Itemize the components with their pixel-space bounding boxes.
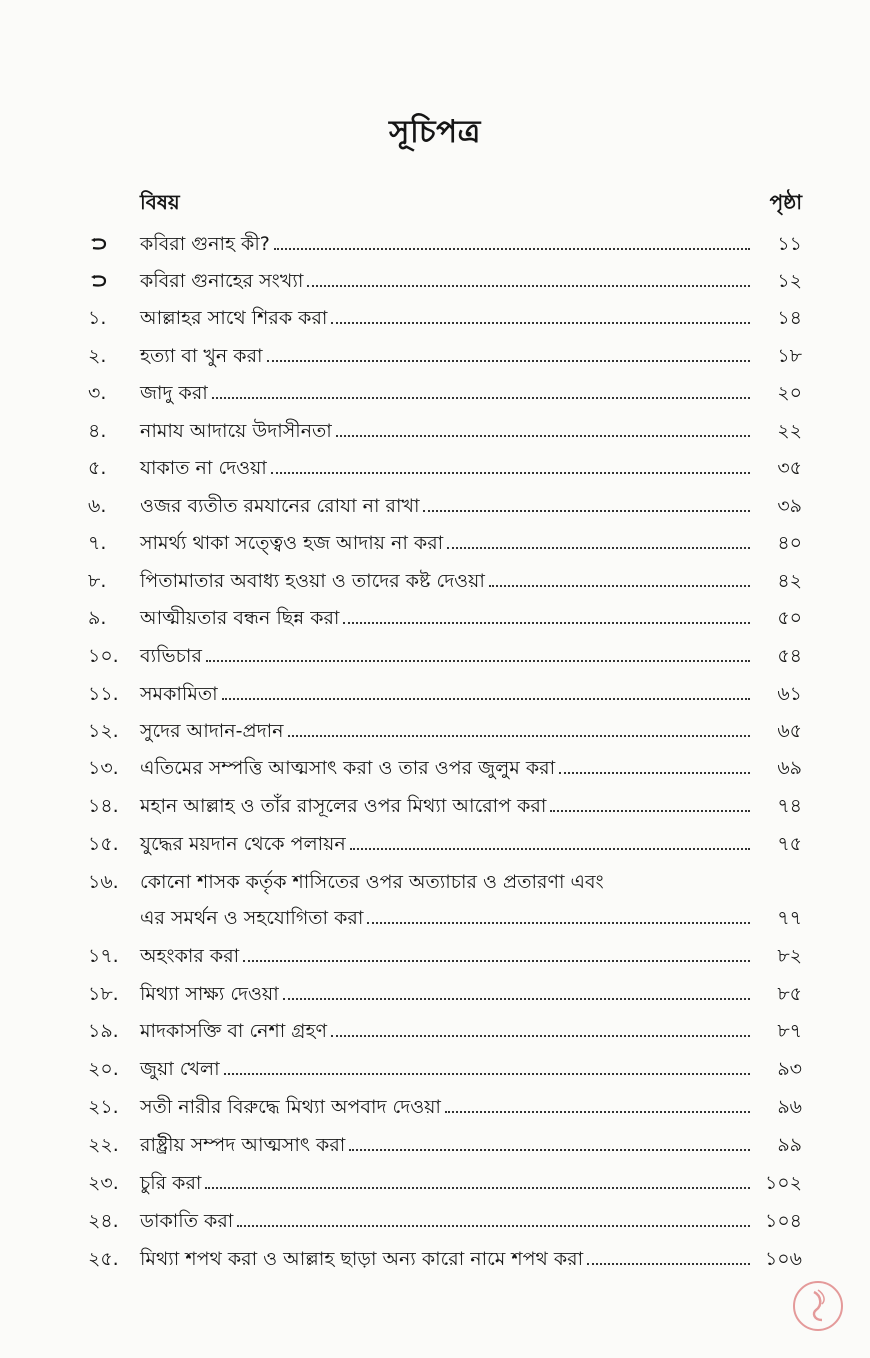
toc-entry-title: মিথ্যা সাক্ষ্য দেওয়া xyxy=(140,983,279,1005)
toc-entry-page: ১২ xyxy=(777,270,802,292)
toc-entry-page: ১১ xyxy=(777,233,802,255)
toc-entry[interactable] xyxy=(0,1243,870,1277)
toc-entry-line xyxy=(140,230,750,260)
leader-dots xyxy=(559,771,750,774)
toc-entry-line xyxy=(140,1131,750,1161)
toc-entry[interactable] xyxy=(0,866,870,900)
toc-entry-page: ১০৬ xyxy=(764,1248,802,1270)
toc-entry[interactable] xyxy=(0,978,870,1012)
column-header-topic: বিষয় xyxy=(140,190,180,214)
toc-entry-line xyxy=(140,680,750,710)
toc-entry-number: ৪. xyxy=(88,420,107,442)
toc-entry-line xyxy=(140,980,750,1010)
toc-entry-page: ৮৭ xyxy=(777,1020,802,1042)
toc-entry-line xyxy=(140,529,750,559)
toc-entry-page: ৪২ xyxy=(777,570,802,592)
toc-entry-line xyxy=(140,942,750,972)
toc-entry[interactable] xyxy=(0,752,870,786)
toc-entry-number: ১১. xyxy=(88,683,119,705)
toc-entry-number: ২৫. xyxy=(88,1248,119,1270)
toc-entry[interactable] xyxy=(0,340,870,374)
toc-entry[interactable] xyxy=(0,228,870,262)
toc-entry[interactable] xyxy=(0,452,870,486)
toc-entry-title: আত্মীয়তার বন্ধন ছিন্ন করা xyxy=(140,607,340,629)
toc-entry-title: সতী নারীর বিরুদ্ধে মিথ্যা অপবাদ দেওয়া xyxy=(140,1096,441,1118)
toc-entry[interactable] xyxy=(0,415,870,449)
toc-entry-number: ৫. xyxy=(88,457,107,479)
toc-entry-line xyxy=(140,754,750,784)
toc-entry-title: জুয়া খেলা xyxy=(140,1058,220,1080)
toc-entry-title: অহংকার করা xyxy=(140,945,240,967)
toc-entry[interactable] xyxy=(0,678,870,712)
toc-entry-line xyxy=(140,379,750,409)
toc-entry[interactable] xyxy=(0,1205,870,1239)
toc-entry[interactable] xyxy=(0,640,870,674)
leader-dots xyxy=(267,359,750,362)
leader-dots xyxy=(271,471,750,474)
toc-entry-line xyxy=(140,717,750,747)
toc-entry[interactable] xyxy=(0,1015,870,1049)
toc-entry-page: ১৮ xyxy=(777,345,802,367)
toc-entry-continuation[interactable] xyxy=(0,902,870,936)
toc-entry-title: সমকামিতা xyxy=(140,683,218,705)
toc-entry-line xyxy=(140,792,750,822)
toc-entry-title: মহান আল্লাহ ও তাঁর রাসূলের ওপর মিথ্যা আরোপ করা xyxy=(140,795,547,817)
leader-dots xyxy=(243,959,750,962)
toc-entry-page: ৪০ xyxy=(777,532,802,554)
toc-entry-number: ১৫. xyxy=(88,833,119,855)
toc-entry-page: ৮২ xyxy=(777,945,802,967)
toc-entry[interactable] xyxy=(0,1091,870,1125)
leader-dots xyxy=(349,1148,750,1151)
toc-entry-number: ২৪. xyxy=(88,1210,119,1232)
toc-entry-number: ১৩. xyxy=(88,757,119,779)
toc-entry-line xyxy=(140,304,750,334)
toc-entry-title: আল্লাহর সাথে শিরক করা xyxy=(140,307,328,329)
leader-dots xyxy=(343,621,750,624)
leader-dots xyxy=(350,847,750,850)
toc-entry-title: ব্যভিচার xyxy=(140,645,202,667)
toc-entry[interactable] xyxy=(0,1129,870,1163)
toc-entry-title: সামর্থ্য থাকা সত্ত্বেও হজ আদায় না করা xyxy=(140,532,444,554)
toc-entry-page: ৭৪ xyxy=(777,795,802,817)
leader-dots xyxy=(587,1262,750,1265)
leader-dots xyxy=(489,584,750,587)
toc-entry-title-continuation: এর সমর্থন ও সহযোগিতা করা xyxy=(140,907,364,929)
toc-entry-number: ১২. xyxy=(88,720,119,742)
toc-entry-page: ৬৯ xyxy=(777,757,802,779)
toc-entry-number: ৬. xyxy=(88,495,107,517)
toc-entry-title: পিতামাতার অবাধ্য হওয়া ও তাদের কষ্ট দেওয়া xyxy=(140,570,485,592)
curved-arrow-bullet-icon xyxy=(90,275,108,287)
leader-dots xyxy=(205,1186,750,1189)
publisher-stamp-icon xyxy=(792,1280,844,1332)
toc-entry-page: ৯৯ xyxy=(777,1134,802,1156)
leader-dots xyxy=(331,1034,750,1037)
toc-entry-line xyxy=(140,604,750,634)
toc-entry-line xyxy=(140,1207,750,1237)
toc-entry-line xyxy=(140,454,750,484)
toc-entry-page: ৬৫ xyxy=(777,720,802,742)
toc-entry-page: ৫৪ xyxy=(777,645,802,667)
toc-entry-page: ৯৬ xyxy=(777,1096,802,1118)
toc-entry[interactable] xyxy=(0,828,870,862)
leader-dots xyxy=(274,247,750,250)
leader-dots xyxy=(224,1072,750,1075)
toc-entry-line xyxy=(140,642,750,672)
toc-entry-number: ২১. xyxy=(88,1096,119,1118)
toc-entry-title: রাষ্ট্রীয় সম্পদ আত্মসাৎ করা xyxy=(140,1134,346,1156)
toc-entry-line xyxy=(140,567,750,597)
toc-entry[interactable] xyxy=(0,715,870,749)
toc-entry-title: কবিরা গুনাহের সংখ্যা xyxy=(140,270,304,292)
toc-entry[interactable] xyxy=(0,1053,870,1087)
toc-entry-page: ১৪ xyxy=(777,307,802,329)
toc-entry-number: ১৯. xyxy=(88,1020,119,1042)
toc-entry-line xyxy=(140,904,750,934)
toc-entry-page: ২২ xyxy=(777,420,802,442)
leader-dots xyxy=(222,697,750,700)
leader-dots xyxy=(550,809,750,812)
leader-dots xyxy=(206,659,750,662)
toc-entry-line xyxy=(140,1169,750,1199)
toc-entry[interactable] xyxy=(0,790,870,824)
toc-entry[interactable] xyxy=(0,527,870,561)
toc-entry-title: সুদের আদান-প্রদান xyxy=(140,720,284,742)
toc-entry-number: ১৪. xyxy=(88,795,119,817)
toc-entry[interactable] xyxy=(0,940,870,974)
toc-entry-line xyxy=(140,492,750,522)
toc-entry[interactable] xyxy=(0,1167,870,1201)
leader-dots xyxy=(283,997,750,1000)
toc-entry[interactable] xyxy=(0,490,870,524)
toc-entry-page: ৩৫ xyxy=(777,457,802,479)
toc-entry-number: ২০. xyxy=(88,1058,119,1080)
toc-entry-title: হত্যা বা খুন করা xyxy=(140,345,263,367)
toc-entry-number: ৮. xyxy=(88,570,107,592)
toc-entry-page: ৬১ xyxy=(777,683,802,705)
toc-entry-line xyxy=(140,417,750,447)
toc-entry-number: ১০. xyxy=(88,645,119,667)
toc-entry-title: কবিরা গুনাহ কী? xyxy=(140,233,270,255)
toc-entry[interactable] xyxy=(0,602,870,636)
toc-entry-page: ৯৩ xyxy=(777,1058,802,1080)
toc-entry[interactable] xyxy=(0,377,870,411)
toc-entry-line xyxy=(140,1245,750,1275)
toc-entry-number: ৭. xyxy=(88,532,107,554)
toc-entry-title: কোনো শাসক কর্তৃক শাসিতের ওপর অত্যাচার ও প্রতারণা এবং xyxy=(140,871,604,893)
leader-dots xyxy=(367,921,750,924)
leader-dots xyxy=(307,284,750,287)
curved-arrow-bullet-icon xyxy=(90,238,108,250)
leader-dots xyxy=(445,1110,750,1113)
toc-entry-number: ২. xyxy=(88,345,107,367)
toc-entry-number: ২২. xyxy=(88,1134,119,1156)
toc-entry-number: ৩. xyxy=(88,382,107,404)
toc-entry[interactable] xyxy=(0,265,870,299)
toc-entry[interactable] xyxy=(0,565,870,599)
leader-dots xyxy=(237,1224,750,1227)
toc-entry-line xyxy=(140,1093,750,1123)
leader-dots xyxy=(331,321,750,324)
toc-entry-line xyxy=(140,342,750,372)
toc-entry-number: ৯. xyxy=(88,607,107,629)
toc-entry-title: মিথ্যা শপথ করা ও আল্লাহ ছাড়া অন্য কারো নামে শপথ করা xyxy=(140,1248,584,1270)
toc-entry-line xyxy=(140,830,750,860)
toc-entry-page: ১০৪ xyxy=(764,1210,802,1232)
toc-entry-page: ৩৯ xyxy=(777,495,802,517)
toc-entry-page: ৫০ xyxy=(777,607,802,629)
leader-dots xyxy=(288,734,750,737)
toc-entry-title: ওজর ব্যতীত রমযানের রোযা না রাখা xyxy=(140,495,420,517)
toc-entry-number: ১৭. xyxy=(88,945,119,967)
toc-entry-number: ১৬. xyxy=(88,871,119,893)
toc-entry-page: ৭৭ xyxy=(777,907,802,929)
toc-entry-title: যুদ্ধের ময়দান থেকে পলায়ন xyxy=(140,833,346,855)
toc-entry-number: ২৩. xyxy=(88,1172,119,1194)
toc-entry-line xyxy=(140,267,750,297)
toc-entry-page: ৭৫ xyxy=(777,833,802,855)
toc-entry-title: জাদু করা xyxy=(140,382,208,404)
toc-entry-page: ৮৫ xyxy=(777,983,802,1005)
toc-entry-page: ১০২ xyxy=(764,1172,802,1194)
column-header-page: পৃষ্ঠা xyxy=(769,190,802,214)
toc-entry-line xyxy=(140,1055,750,1085)
toc-entry-page: ২০ xyxy=(777,382,802,404)
toc-entry-number: ১. xyxy=(88,307,107,329)
toc-entry[interactable] xyxy=(0,302,870,336)
leader-dots xyxy=(423,509,750,512)
toc-entry-title: যাকাত না দেওয়া xyxy=(140,457,267,479)
toc-entry-line xyxy=(140,1017,750,1047)
toc-entry-number: ১৮. xyxy=(88,983,119,1005)
toc-entry-title: মাদকাসক্তি বা নেশা গ্রহণ xyxy=(140,1020,327,1042)
toc-entry-title: নামায আদায়ে উদাসীনতা xyxy=(140,420,332,442)
leader-dots xyxy=(447,546,750,549)
toc-entry-title: চুরি করা xyxy=(140,1172,202,1194)
leader-dots xyxy=(212,396,750,399)
leader-dots xyxy=(336,434,750,437)
page-title: সূচিপত্র xyxy=(389,114,481,150)
toc-entry-title: ডাকাতি করা xyxy=(140,1210,234,1232)
toc-entry-title: এতিমের সম্পত্তি আত্মসাৎ করা ও তার ওপর জুলুম করা xyxy=(140,757,556,779)
